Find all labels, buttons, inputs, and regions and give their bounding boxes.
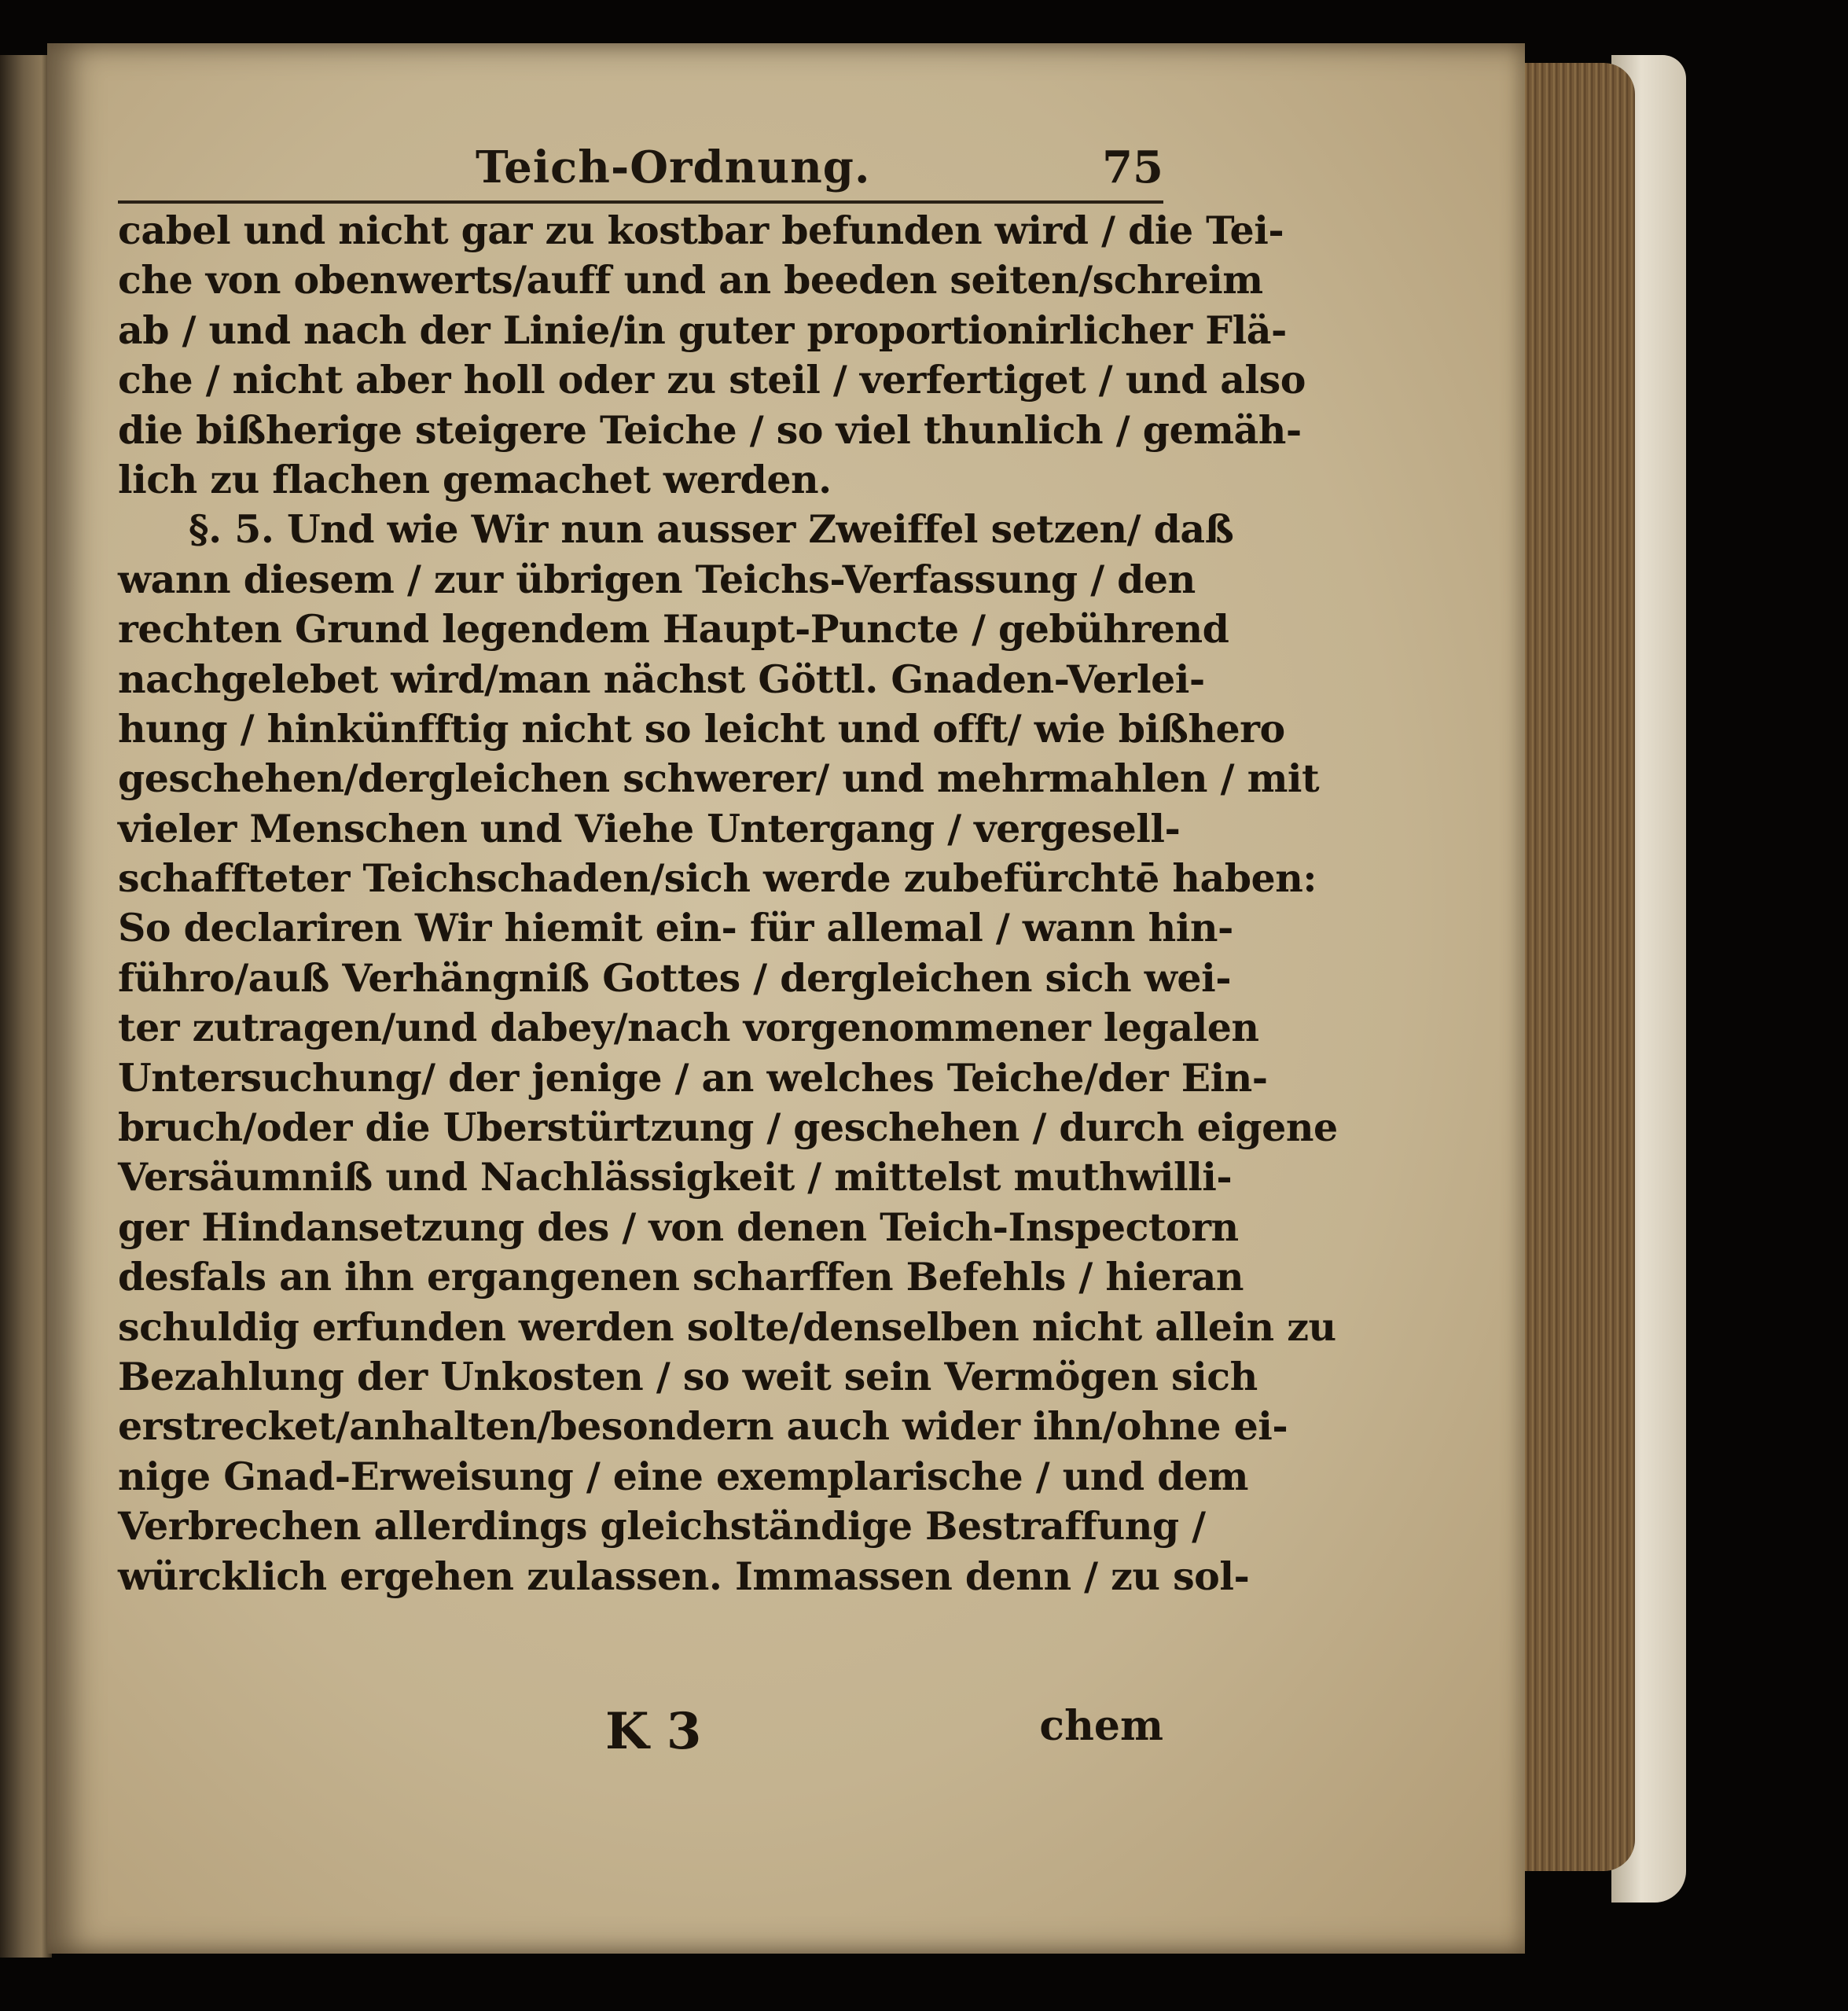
catchword: chem <box>1039 1702 1163 1750</box>
text-line: hung / hinkünfftig nicht so leicht und offt/ wie bißhero <box>118 705 1285 752</box>
text-line: lich zu flachen gemachet werden. <box>118 456 832 502</box>
text-line: die bißherige steigere Teiche / so viel thunlich / gemäh- <box>118 406 1302 453</box>
text-line: führo/auß Verhängniß Gottes / dergleichen sich wei- <box>118 954 1232 1001</box>
text-line: ter zutragen/und dabey/nach vorgenommener legalen <box>118 1005 1259 1051</box>
text-line: erstrecket/anhalten/besondern auch wider ihn/ohne ei- <box>118 1403 1288 1450</box>
text-line: rechten Grund legendem Haupt-Puncte / gebührend <box>118 606 1229 653</box>
left-page-edge <box>0 55 52 1958</box>
text-line: desfals an ihn ergangenen scharffen Befehls / hieran <box>118 1254 1244 1300</box>
text-line: schuldig erfunden werden solte/denselben nicht allein zu <box>118 1303 1336 1350</box>
text-line: Bezahlung der Unkosten / so weit sein Vermögen sich <box>118 1353 1258 1399</box>
text-line: vieler Menschen und Viehe Untergang / vergesell- <box>118 805 1181 851</box>
text-line: schaffteter Teichschaden/sich werde zubefürchtē haben: <box>118 855 1317 902</box>
text-line: ger Hindansetzung des / von denen Teich-Inspectorn <box>118 1204 1239 1250</box>
header-rule <box>118 200 1163 204</box>
text-line: nachgelebet wird/man nächst Göttl. Gnaden-Verlei- <box>118 656 1205 702</box>
text-line: che von obenwerts/auff und an beeden seiten/schreim <box>118 257 1263 303</box>
page-footer <box>118 1702 1163 1765</box>
text-line: wann diesem / zur übrigen Teichs-Verfassung / den <box>118 556 1196 602</box>
signature-mark: K 3 <box>605 1702 702 1761</box>
text-line: nige Gnad-Erweisung / eine exemplarische / und dem <box>118 1453 1249 1499</box>
text-line: ab / und nach der Linie/in guter proportionirlicher Flä- <box>118 307 1287 353</box>
running-title: Teich-Ordnung. <box>476 142 871 193</box>
page-block-edges <box>1509 63 1635 1871</box>
text-line: So declariren Wir hiemit ein- für allemal / wann hin- <box>118 905 1233 951</box>
text-line: bruch/oder die Uberstürtzung / geschehen / durch eigene <box>118 1105 1338 1151</box>
page-header <box>118 142 1163 193</box>
body-text <box>118 206 1338 1601</box>
text-line: geschehen/dergleichen schwerer/ und mehrmahlen / mit <box>118 756 1320 802</box>
page-number: 75 <box>1102 142 1163 193</box>
paragraph-start-line: §. 5. Und wie Wir nun ausser Zweiffel setzen/ daß <box>189 506 1234 553</box>
text-line: che / nicht aber holl oder zu steil / verfertiget / und also <box>118 357 1306 403</box>
text-line: würcklich ergehen zulassen. Immassen denn / zu sol- <box>118 1553 1250 1599</box>
text-line: Versäumniß und Nachlässigkeit / mittelst muthwilli- <box>118 1154 1233 1200</box>
text-line: Verbrechen allerdings gleichständige Bestraffung / <box>118 1503 1206 1550</box>
text-line: cabel und nicht gar zu kostbar befunden wird / die Tei- <box>118 208 1284 253</box>
text-line: Untersuchung/ der jenige / an welches Teiche/der Ein- <box>118 1054 1268 1101</box>
